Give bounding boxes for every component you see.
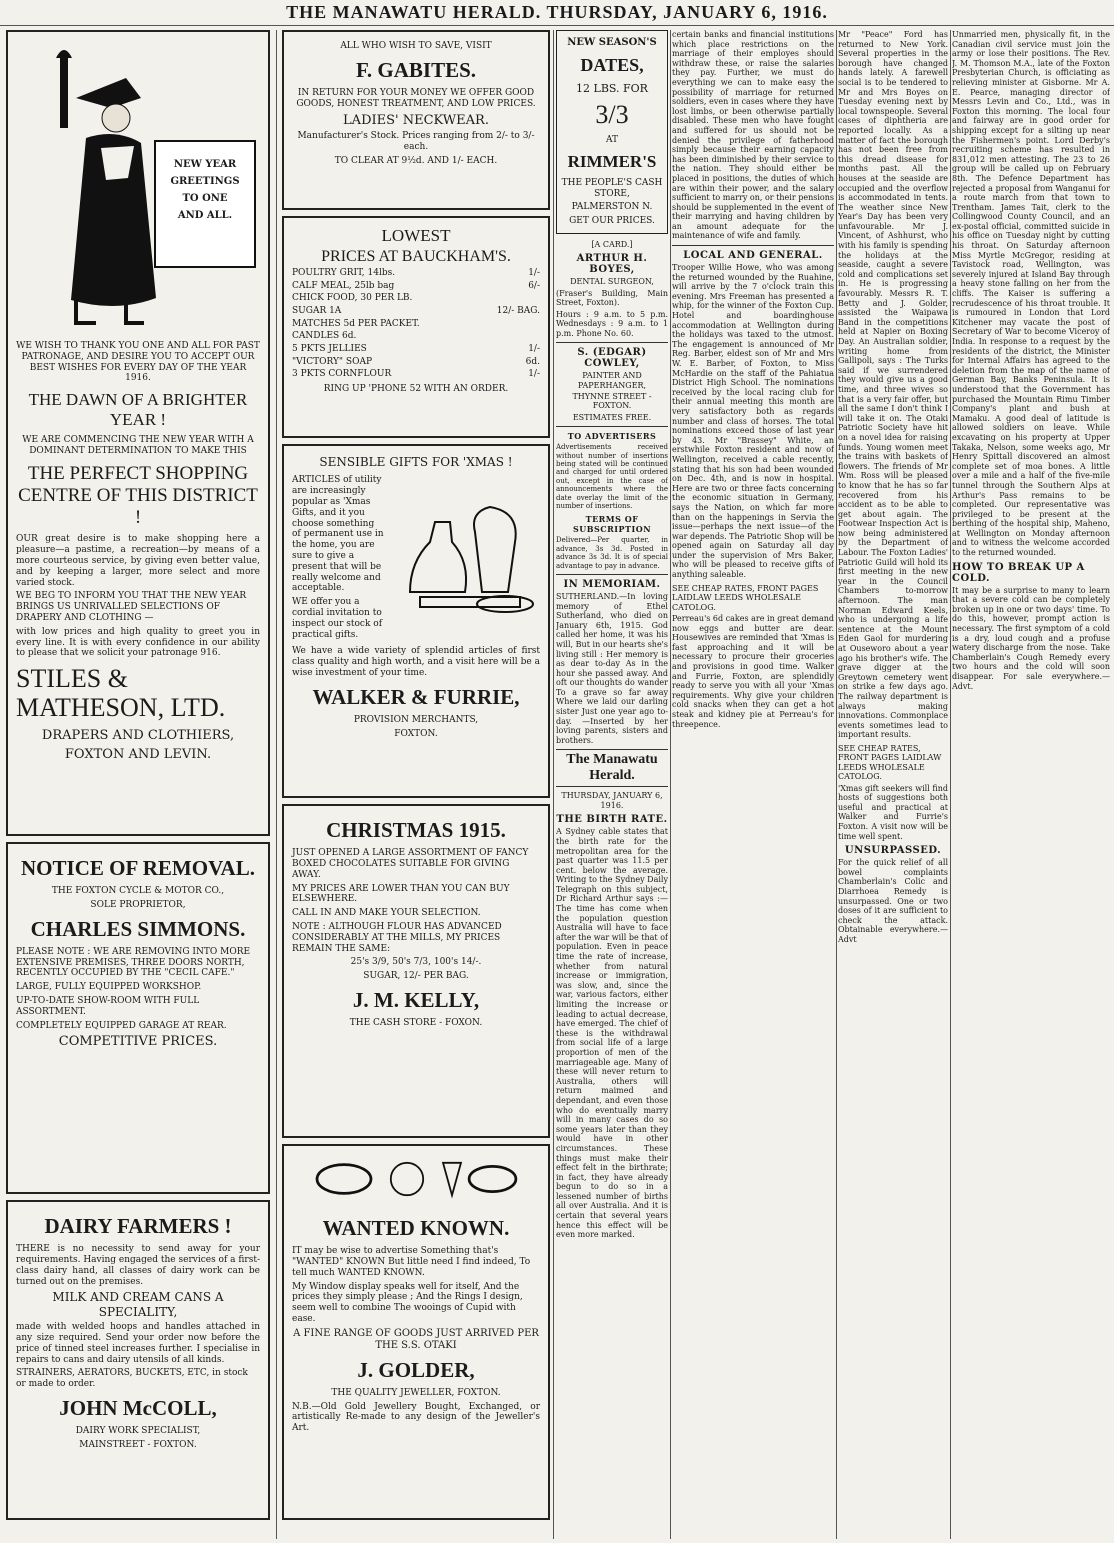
price-value: 6d. — [525, 356, 540, 367]
price-value: 12/- BAG. — [496, 306, 540, 316]
column-rule — [950, 30, 951, 1539]
street: THYNNE STREET - FOXTON. — [572, 391, 652, 411]
local-text-3: Unmarried men, physically fit, in the Canadian civil service must join the army or lose their positions. The Rev. J. M. Thomson M.A., late of the Foxton Presbyterian Church, is officiating as relieving minister at Gisborne. Mr A. E. Pearce, managing director of Messrs Levin and Co., Ltd., was in Foxton this morning. The local four and fairway are in good order for shipping except for a silting up near the Fishermen's point. Lord Derby's recruiting scheme has resulted in 831,012 men attesting. The 23 to 26 group will be called up on February 8th. The Defence Department has rejected a proposal from Wanganui for a route march from that town to Trentham. James Tait, clerk to the Collingwood County Council, and an ex-postal official, committed suicide in his office on Tuesday night by cutting his throat. On Saturday afternoon Miss Myrtle McGregor, residing at Tavistock road, Wellington, was severely injured at Island Bay through a heavy stone falling on her from the cliffs. The Kaiser is suffering a recrudescence of his throat trouble. It is rumoured in London that Lord Kitchener may vacate the post of Secretary of War to become Viceroy of India. In response to a request by the residents of the district, the Minister for Internal Affairs has agreed to the deletion from the map of the name of German Bay, Banks Peninsula. It is understood that the Government has purchased the Mountain Rimu Timber Company's plant and bush at Mamaku. A good deal of latitude is allowed soldiers on leave. While excavating on his property at Upper Takaka, Nelson, some weeks ago, Mr Henry Spittall discovered an almost complete set of moa bones. A little over a mile and a half of the five-mile tunnel through the Southern Alps at Arthur's Pass remains to be completed. Our representative was privileged to be present at the berthing of the hospital ship, Maheno, at Wellington on Monday afternoon and to witness the welcome accorded to the returned wounded. — [952, 30, 1110, 558]
xm-flour: 25's 3/9, 50's 7/3, 100's 14/-. — [350, 957, 482, 968]
wf-text-block — [292, 472, 384, 643]
advert-title: TO ADVERTISERS — [567, 431, 657, 442]
removal-note: PLEASE NOTE : WE ARE REMOVING INTO MORE EXTENSIVE PREMISES, THREE DOORS NORTH, RECENTLY OCCUPIED BY THE "CECIL CAFE." — [16, 946, 251, 979]
price-item: CANDLES 6d. — [292, 331, 357, 342]
wk-range: A FINE RANGE OF GOODS JUST ARRIVED PER THE S.S. OTAKI — [293, 1327, 539, 1351]
kelly-christmas-ad — [282, 804, 550, 1138]
wf-body — [292, 472, 540, 643]
at: AT — [605, 135, 618, 146]
price-row — [292, 331, 540, 343]
cold-text: It may be a surprise to many to learn that a severe cold can be completely broken up in one or two days' time. To do this, however, prompt action is necessary. The first symptom of a cold is a dry, loud cough and a profuse watery discharge from the nose. Take Chamberlain's Cough Remedy every two hours and the cold will soon disappear. For sale everywhere.—Advt. — [952, 585, 1110, 691]
column-rule — [670, 30, 671, 1539]
herald-flag: The Manawatu Herald. — [556, 749, 668, 787]
get-prices: GET OUR PRICES. — [569, 216, 655, 227]
wk-name: J. GOLDER, — [357, 1357, 475, 1382]
dairy-name: JOHN McCOLL, — [59, 1395, 217, 1420]
removal-item: LARGE, FULLY EQUIPPED WORKSHOP. — [16, 982, 202, 993]
mem-text: SUTHERLAND.—In loving memory of Ethel Sutherland, who died on January 6th, 1915. God called her home, it was his will, But in our hearts she's living still : Her memory is as dear to-day As in the hour she passed away. And oft our thoughts do wander To a grave so far away Where we laid our darling sister Just one year ago to-day. —Inserted by her loving parents, sisters and brothers. — [556, 591, 668, 745]
card-label: [A CARD.] — [591, 240, 633, 249]
price-item: 3 PKTS CORNFLOUR — [292, 369, 392, 380]
xm-sugar: SUGAR, 12/- PER BAG. — [363, 971, 469, 982]
column-2 — [282, 30, 550, 1539]
gabites-sub: IN RETURN FOR YOUR MONEY WE OFFER GOOD GOODS, HONEST TREATMENT, AND LOW PRICES. — [296, 87, 536, 109]
season: NEW SEASON'S — [567, 37, 657, 48]
rimmer-ad — [556, 30, 668, 234]
herald-date: THURSDAY, JANUARY 6, 1916. — [561, 791, 663, 810]
price-row — [292, 319, 540, 331]
xm-call: CALL IN AND MAKE YOUR SELECTION. — [292, 908, 481, 919]
walker-furrie-ad — [282, 444, 550, 798]
commencing-text: WE ARE COMMENCING THE NEW YEAR WITH A DOMINANT DETERMINATION TO MAKE THIS — [22, 435, 254, 457]
divider — [556, 426, 668, 427]
price-item: CALF MEAL, 25lb bag — [292, 280, 395, 291]
hours: Hours : 9 a.m. to 5 p.m. Wednesdays : 9 a.m. to 1 p.m. Phone No. 60. — [556, 309, 668, 338]
dairy-farmers-ad — [6, 1200, 270, 1520]
dairy-address: MAINSTREET - FOXTON. — [79, 1439, 197, 1450]
firm-trade: DRAPERS AND CLOTHIERS, — [41, 728, 235, 744]
notice-of-removal-ad — [6, 842, 270, 1194]
bldg: (Fraser's Building, Main Street, Foxton). — [556, 288, 668, 308]
wf-title: SENSIBLE GIFTS FOR 'XMAS ! — [319, 455, 513, 469]
gabites-neckwear: LADIES' NECKWEAR. — [343, 112, 489, 128]
crockery-icon — [390, 472, 540, 622]
article-continued: certain banks and financial institutions which place restrictions on the marriage of their employes should withdraw these, or raise the salaries they pay. Further, we must do everything we can to make easy the possibility of marriage for returned soldiers, even in cases where they have lost limbs, or been otherwise partially disabled. These men who have fought and suffered for us should not be denied the privilege of fatherhood simply because their earning capacity has been diminished by their service to the nation. They should either be placed in positions, the duties of which are within their power, and the salary sufficient to marry on, or their pensions should be supplemented in the event of their marrying and having children by an amount adequate for the maintenance of wife and family. — [672, 30, 834, 241]
dairy-strainers: STRAINERS, AERATORS, BUCKETS, ETC, in stock or made to order. — [16, 1368, 248, 1390]
rimmer: RIMMER'S — [567, 152, 657, 172]
local-title: LOCAL AND GENERAL. — [683, 250, 823, 262]
boyes-name: ARTHUR H. BOYES, — [576, 253, 648, 276]
xm-text: JUST OPENED A LARGE ASSORTMENT OF FANCY BOXED CHOCOLATES SUITABLE FOR GIVING AWAY. — [292, 848, 529, 880]
wf-variety: We have a wide variety of splendid articles of first class quality and high worth, and a visit here will be a wise investment of your time. — [292, 646, 540, 678]
greeting-card — [154, 140, 256, 268]
jewellery-icon — [292, 1152, 540, 1206]
dates-price: 3/3 — [595, 99, 629, 129]
greeting-line: GREETINGS — [170, 176, 240, 187]
lbs: 12 LBS. FOR — [576, 81, 648, 95]
removal-prices: COMPETITIVE PRICES. — [58, 1034, 218, 1050]
dairy-milk: MILK AND CREAM CANS A SPECIALITY, — [52, 1290, 224, 1319]
stiles-matheson-ad — [6, 30, 270, 836]
gabites-clear: TO CLEAR AT 9½d. AND 1/- EACH. — [334, 155, 498, 166]
xm-note: NOTE : ALTHOUGH FLOUR HAS ADVANCED CONSIDERABLY AT THE MILLS, MY PRICES REMAIN THE SAME: — [292, 921, 502, 954]
greeting-line: AND ALL. — [177, 210, 233, 221]
column-4 — [672, 30, 834, 1539]
divider — [556, 342, 668, 343]
price-value: 6/- — [528, 280, 540, 291]
column-rule — [276, 30, 277, 1539]
column-3 — [556, 30, 668, 1539]
greeting-line: NEW YEAR — [173, 159, 237, 170]
xmas-text: 'Xmas gift seekers will find hosts of suggestions both useful and practical at Walker and Furrie's Foxton. A visit now will be time well spent. — [838, 783, 948, 841]
firm-name: STILES & MATHESON, LTD. — [16, 664, 226, 722]
removal-title: NOTICE OF REMOVAL. — [21, 856, 255, 880]
wf-town: FOXTON. — [394, 728, 438, 739]
divider — [556, 574, 668, 575]
xm-name: J. M. KELLY, — [352, 987, 480, 1012]
subs-text: Delivered—Per quarter, in advance, 3s 3d. Posted in advance 3s 3d. It is of special advantage to pay in advance. — [556, 536, 668, 570]
column-rule — [553, 30, 554, 1539]
price-item: POULTRY GRIT, 14lbs. — [292, 267, 396, 278]
price-row — [292, 293, 540, 305]
dairy-made: made with welded hoops and handles attached in any size required. Send your order now before the price of tinned steel increases further. I specialise in repairs to cans and dairy utensils of all kinds. — [16, 1322, 260, 1365]
unsurpassed-title: UNSURPASSED. — [844, 845, 942, 857]
thanks-text: WE WISH TO THANK YOU ONE AND ALL FOR PAST PATRONAGE, AND DESIRE YOU TO ACCEPT OUR BEST WISHES FOR EVERY DAY OF THE YEAR 1916. — [16, 341, 260, 384]
birth-title: THE BIRTH RATE. — [556, 814, 668, 826]
wk-nb: N.B.—Old Gold Jewellery Bought, Exchanged, or artistically Re-made to any design of the Jeweller's Art. — [292, 1401, 540, 1434]
wk-verse: IT may be wise to advertise Something that's "WANTED" KNOWN But little need I find indeed, To tell much WANTED KNOWN. — [292, 1246, 531, 1278]
local-text: Trooper Willie Howe, who was among the returned wounded by the Ruahine, will arrive by the 7 o'clock train this evening. Mrs Freeman has presented a whip, for the winner of the Foxton Cup. Hotel and boardinghouse accommodation at Wellington during the holidays was taxed to the utmost. The engagement is announced of Mr Reg. Barber, eldest son of Mr and Mrs W. E. Barber, of Foxton, to Miss McHardie on the staff of the Pahiatua District High School. The nominations received by the local racing club for their annual meeting this month are very satisfactory both as regards number and class of horses. The total nominations exceed those of last year by 43. Mr "Brassey" White, an erstwhile Foxton resident and now of Wellington, received a cable recently, stating that his son had been wounded on Dec. 4th, and is now in hospital. Here are two or three facts concerning the economic situation in Germany, says the Nation, on which far more than on the happenings in Servia the issue—perhaps the next issue—of the war depends. The Patriotic Shop will be opened again on Saturday all day under the supervision of Mrs Baker, who will be pleased to receive gifts of anything saleable. — [672, 263, 834, 580]
bauckham-ring: RING UP 'PHONE 52 WITH AN ORDER. — [323, 384, 509, 395]
bauckham-ad — [282, 216, 550, 438]
pilgrim-illustration — [16, 38, 260, 338]
price-value: 1/- — [528, 267, 540, 278]
column-1 — [6, 30, 270, 1539]
price-row — [292, 357, 540, 369]
cowley-name: S. (EDGAR) COWLEY, — [577, 347, 647, 370]
cheap-rates: SEE CHEAP RATES, FRONT PAGES LAIDLAW LEEDS WHOLESALE CATOLOG. — [838, 743, 942, 782]
advert-text: Advertisements received without number of insertions being stated will be continued and charged for until ordered out, except in the case of announcements where the date overlay the limit of the number of insertions. — [556, 443, 668, 510]
removal-item: UP-TO-DATE SHOW-ROOM WITH FULL ASSORTMENT. — [16, 996, 200, 1017]
column-rule — [836, 30, 837, 1539]
price-item: 5 PKTS JELLIES — [292, 344, 367, 355]
removal-name: CHARLES SIMMONS. — [30, 916, 246, 941]
dairy-spec: DAIRY WORK SPECIALIST, — [75, 1426, 201, 1437]
price-row — [292, 281, 540, 293]
column-6 — [952, 30, 1110, 1539]
prices-text: with low prices and high quality to greet you in every line. It is with every confidence in our ability to please that we solicit your patronage 916. — [16, 626, 260, 659]
cold-title: HOW TO BREAK UP A COLD. — [952, 561, 1085, 584]
dates: DATES, — [580, 55, 644, 75]
wk-trade: THE QUALITY JEWELLER, FOXTON. — [331, 1387, 501, 1398]
price-item: CHICK FOOD, 30 PER LB. — [292, 293, 413, 304]
dental: DENTAL SURGEON, — [570, 277, 654, 287]
price-value: 1/- — [528, 344, 540, 355]
mem-title: IN MEMORIAM. — [563, 578, 661, 590]
column-5 — [838, 30, 948, 1539]
price-item: SUGAR 1A — [292, 306, 342, 316]
bauckham-lowest: LOWEST — [381, 226, 451, 245]
birth-text: A Sydney cable states that the birth rate for the metropolitan area for the past quarter was 11.5 per cent. below the average. Writing to the Sydney Daily Telegraph on this subject, Dr Richard Arthur says :— The time has come when the population question Australia will have to face after the war will be that of population. Even in peace time the rate of increase, whether from natural increase or immigration, was slow, and, since the war, various factors, either limiting the increase or leading to actual decrease, have emerged. The chief of these is the withdrawal from social life of a large proportion of men of the marriageable age. Many of these will never return to Australia, others will return maimed and dependant, and even those who do eventually marry will in many cases do so some years later than they would have in other circumstances. These things must make their effect felt in the birthrate; in fact, they have already begun to do so in a lessened number of births all over Australia. And it is certain that several years hence this effect will be even more marked. — [556, 827, 668, 1240]
dairy-text: THERE is no necessity to send away for your requirements. Having engaged the services of a first-class dairy hand, all classes of dairy work can be turned out on the premises. — [16, 1244, 260, 1287]
firm-towns: FOXTON AND LEVIN. — [64, 746, 212, 762]
local-end-text: Perreau's 6d cakes are in great demand now eggs and butter are dear. Housewives are reminded that 'Xmas is fast approaching and it will be necessary to procure their groceries and provisions in good time. Walker and Furrie, Foxton, are splendidly ready to serve you with all your 'Xmas requirements. Why give your children cold snacks when they can get a hot steak and kidney pie at Perreau's for threepence. — [672, 613, 834, 729]
greeting-line: TO ONE — [182, 193, 228, 204]
xm-lower: MY PRICES ARE LOWER THAN YOU CAN BUY ELSEWHERE. — [292, 883, 510, 905]
rimmer-store: THE PEOPLE'S CASH STORE, — [561, 177, 663, 199]
xm-title: CHRISTMAS 1915. — [326, 818, 506, 842]
price-row — [292, 344, 540, 356]
painter: PAINTER AND PAPERHANGER, — [577, 371, 647, 390]
wk-verse2: My Window display speaks well for itself, And the prices they simply please ; And the Rings I design, seem well to combine The wooings of Cupid with ease. — [292, 1281, 523, 1324]
desire-text: OUR great desire is to make shopping here a pleasure—a pastime, a recreation—by means of a more courteous service, by giving even better value, and by keeping a larger, more select and more varied stock. — [16, 534, 260, 588]
dawn-heading: THE DAWN OF A BRIGHTER YEAR ! — [28, 390, 248, 429]
dairy-title: DAIRY FARMERS ! — [44, 1214, 232, 1238]
xm-store: THE CASH STORE - FOXON. — [349, 1018, 483, 1029]
wk-title: WANTED KNOWN. — [322, 1216, 510, 1240]
unsurpassed-text: For the quick relief of all bowel complaints Chamberlain's Colic and Diarrhoea Remedy is unsurpassed. One or two doses of it are sufficient to check the attack. Obtainable everywhere.—Advt — [838, 858, 948, 944]
removal-company: THE FOXTON CYCLE & MOTOR CO., — [51, 886, 225, 897]
bauckham-prices: PRICES AT BAUCKHAM'S. — [321, 247, 511, 265]
removal-item: COMPLETELY EQUIPPED GARAGE AT REAR. — [16, 1020, 227, 1031]
masthead: THE MANAWATU HERALD. THURSDAY, JANUARY 6, 1916. — [0, 2, 1114, 26]
divider — [672, 245, 834, 246]
golder-wanted-ad — [282, 1144, 550, 1520]
gabites-ad — [282, 30, 550, 210]
wf-text: ARTICLES of utility are increasingly popular as 'Xmas Gifts, and it you choose something of permanent use in the home, you are sure to give a present that will be really welcome and acceptable. — [292, 475, 384, 594]
price-row — [292, 306, 540, 318]
beg-text: WE BEG TO INFORM YOU THAT THE NEW YEAR BRINGS US UNRIVALLED SELECTIONS OF DRAPERY AND CLOTHING — — [16, 591, 247, 623]
price-item: "VICTORY" SOAP — [292, 356, 373, 367]
price-row — [292, 369, 540, 381]
removal-proprietor: SOLE PROPRIETOR, — [90, 899, 186, 910]
subs-title: TERMS OF SUBSCRIPTION — [572, 514, 652, 535]
wf-name: WALKER & FURRIE, — [312, 684, 520, 709]
rimmer-town: PALMERSTON N. — [571, 202, 653, 213]
price-row — [292, 268, 540, 280]
wf-trade: PROVISION MERCHANTS, — [353, 714, 479, 725]
gabites-top: ALL WHO WISH TO SAVE, VISIT — [340, 41, 492, 51]
local-text-2: Mr "Peace" Ford has returned to New York. Several properties in the borough have changed hands lately. A farewell social is to be tendered to Mr and Mrs Boyes on Tuesday evening next by local townspeople. Several cases of diphtheria are reported locally. As a matter of fact the borough has not been free from this dread disease for months past. All the houses at the seaside are occupied and the overflow is accommodated in tents. The weather since New Year's Day has been very unfavourable. Mr J. Vincent, of Ashhurst, who with his family is spending the holidays at the seaside, caught a severe cold and complications set in. He is progressing favourably. Messrs R. T. Betty and J. Golder, assisted the Waipawa Band in the competitions held at Napier on Boxing Day. An Australian soldier, writing home from Gallipoli, says : The Turks said if we surrendered they would give us a good time, and three wives so that is a very fair offer, but all the same I don't think I will take it on. The Otaki Patriotic Society have hit on a novel idea for raising funds. Young women meet the trains with baskets of flowers. The friends of Mr Wm. Ross will be pleased to know that he has so far recovered from his accident as to be able to get about again. The Footwear Inspection Act is now being administered by the Department of Labour. The Foxton Ladies' Patriotic Guild will hold its first meeting in the new year in the Council Chambers to-morrow afternoon. The man Norman Edward Keels, who is undergoing a life sentence at the Mount Eden Gaol for murdering at Ouseworo about a year ago his brother's wife. The grave digger at the Greytown cemetery went on strike a few days ago. The railway department is always making innovations. Commonplace events sometimes lead to important results. — [838, 30, 948, 740]
cheap-rates: SEE CHEAP RATES, FRONT PAGES LAIDLAW LEEDS WHOLESALE CATOLOG. — [672, 583, 819, 612]
price-item: MATCHES 5d PER PACKET. — [292, 318, 420, 329]
estimates: ESTIMATES FREE. — [572, 412, 652, 422]
gabites-name: F. GABITES. — [355, 57, 477, 82]
wf-invite: WE offer you a cordial invitation to inspect our stock of practical gifts. — [292, 597, 383, 640]
perfect-heading: THE PERFECT SHOPPING CENTRE OF THIS DISTRICT ! — [18, 462, 258, 528]
gabites-stock: Manufacturer's Stock. Prices ranging from 2/- to 3/- each. — [297, 131, 535, 152]
price-value: 1/- — [528, 369, 540, 380]
